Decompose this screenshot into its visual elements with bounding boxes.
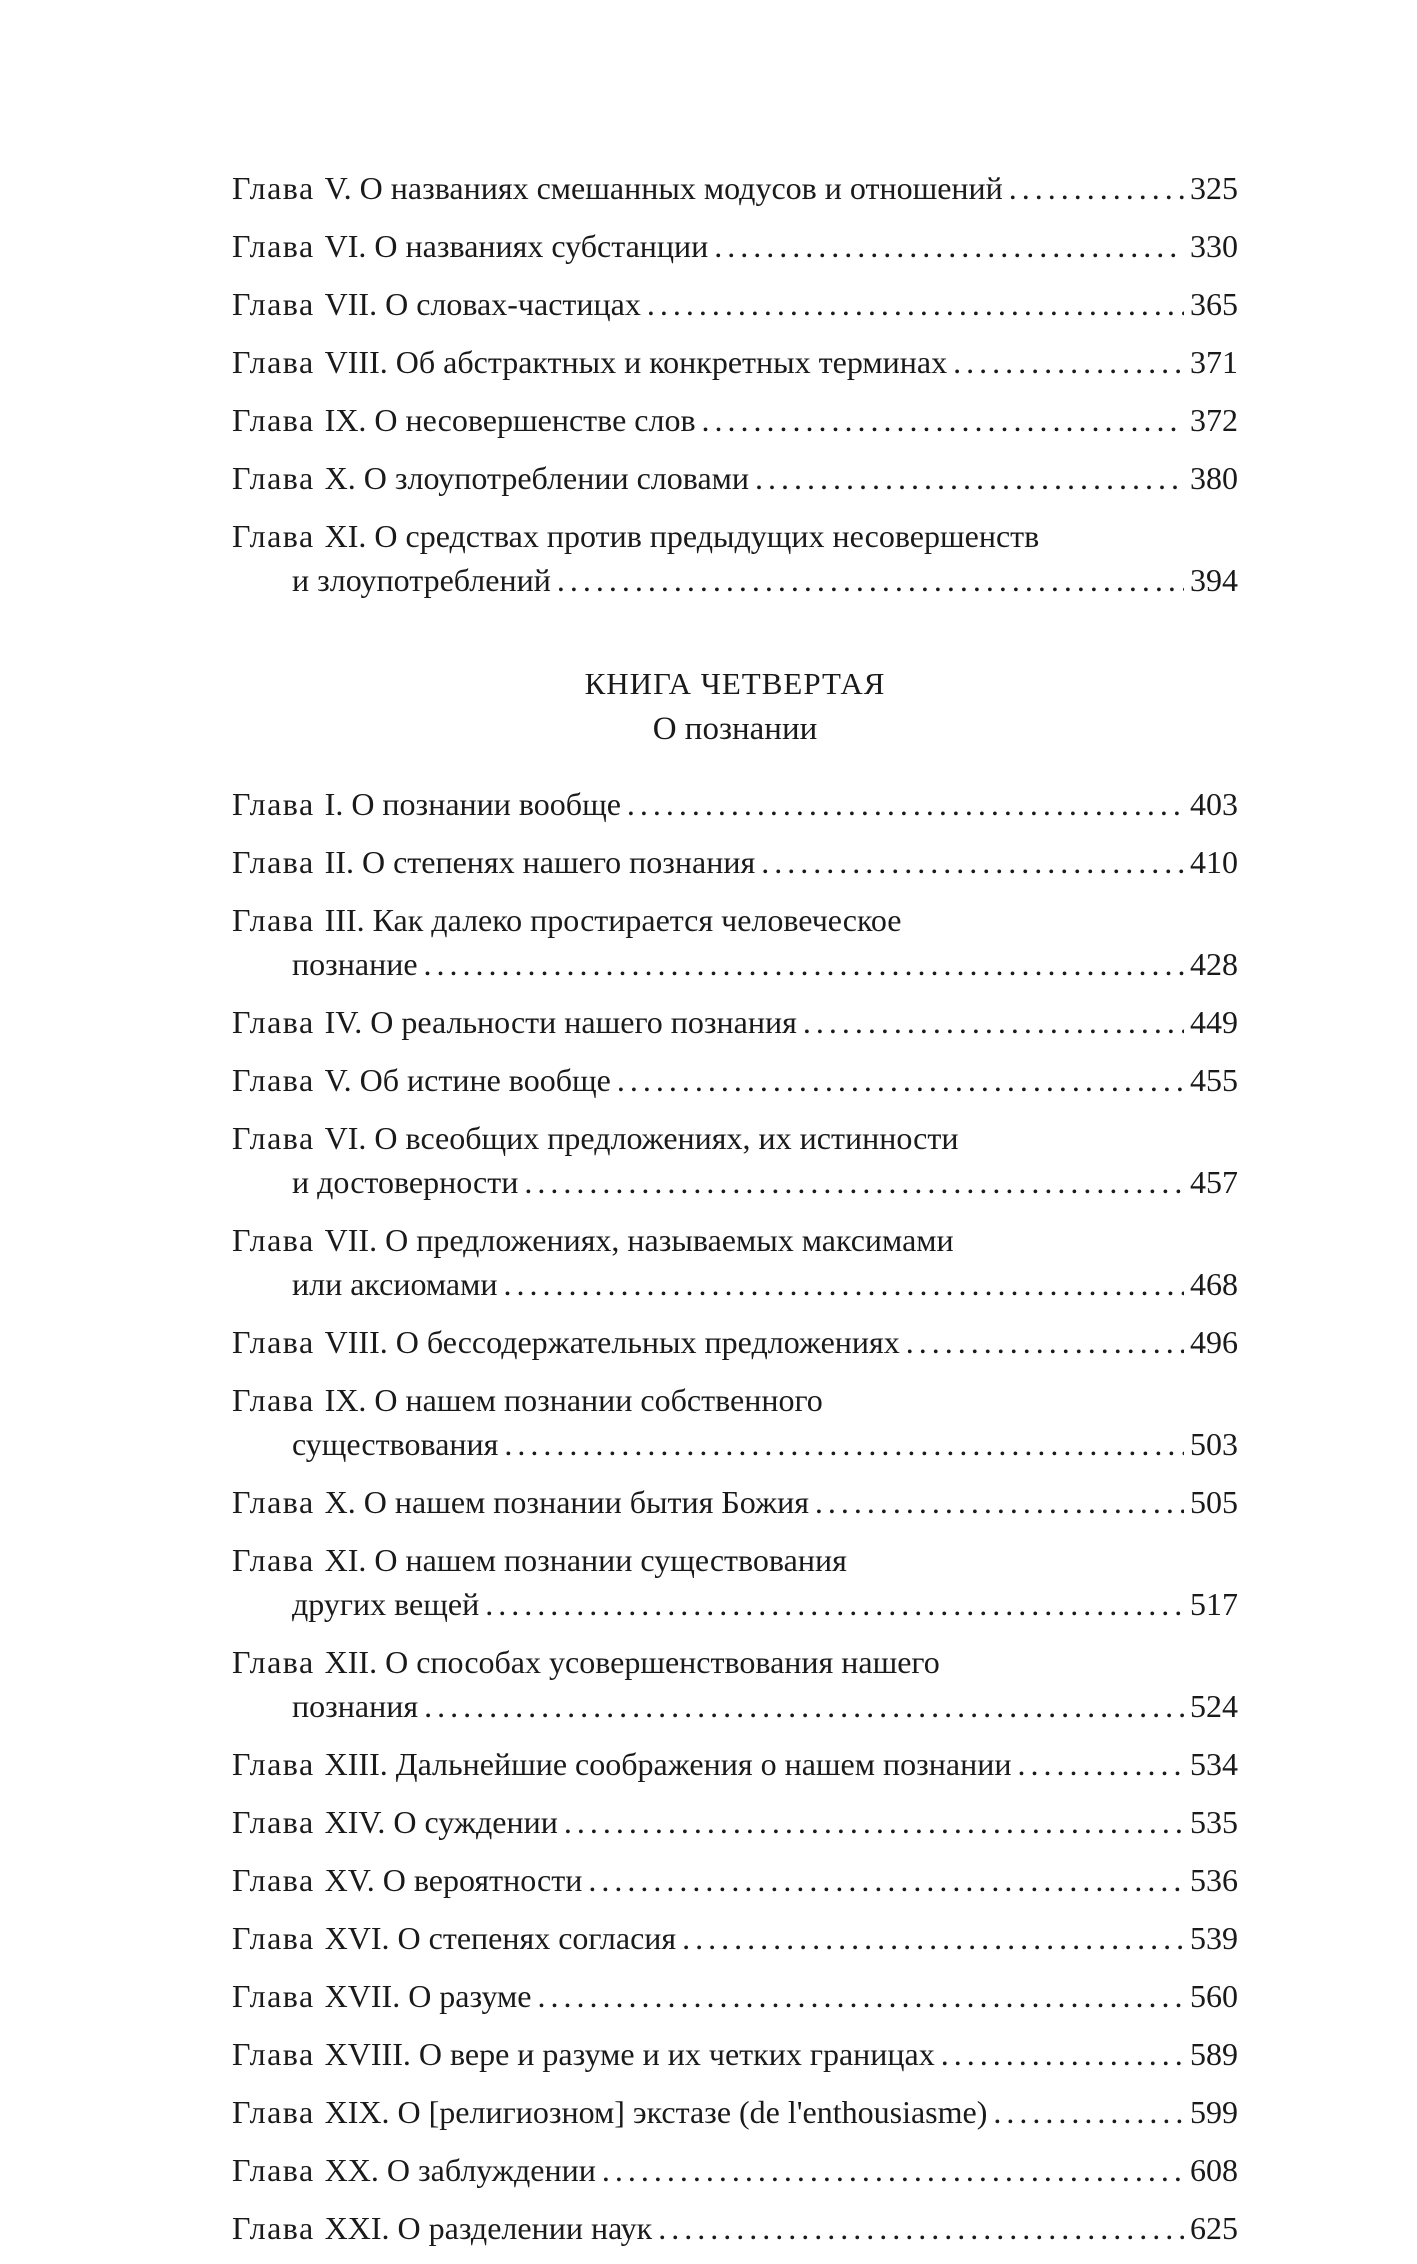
chapter-title: Как далеко простирается человеческое bbox=[372, 902, 902, 938]
table-of-contents bbox=[232, 166, 1238, 2264]
chapter-title: О разуме bbox=[408, 1978, 532, 2014]
chapter-number: XXI. bbox=[324, 2210, 390, 2246]
page-number: 394 bbox=[1190, 562, 1238, 598]
page-number: 517 bbox=[1190, 1586, 1238, 1622]
dot-leader bbox=[617, 1058, 1184, 1102]
toc-line bbox=[232, 1916, 1238, 1960]
chapter-title: О предложениях, называемых максимами bbox=[385, 1222, 954, 1258]
dot-leader bbox=[906, 1320, 1184, 1364]
chapter-number: X. bbox=[324, 460, 356, 496]
toc-entry bbox=[232, 282, 1238, 326]
toc-line bbox=[232, 1116, 1238, 1160]
dot-leader bbox=[504, 1262, 1185, 1306]
chapter-label: Глава bbox=[232, 286, 315, 322]
dot-leader bbox=[682, 1916, 1184, 1960]
chapter-label: Глава bbox=[232, 1542, 315, 1578]
dot-leader bbox=[1009, 166, 1184, 210]
toc-line bbox=[232, 1974, 1238, 2018]
chapter-label: Глава bbox=[232, 170, 315, 206]
page-number: 468 bbox=[1190, 1266, 1238, 1302]
toc-line bbox=[232, 1742, 1238, 1786]
page-number: 625 bbox=[1190, 2210, 1238, 2246]
chapter-title: Об абстрактных и конкретных терминах bbox=[395, 344, 948, 380]
chapter-number: VI. bbox=[324, 1120, 367, 1156]
toc-entry bbox=[232, 2206, 1238, 2250]
chapter-label: Глава bbox=[232, 786, 315, 822]
toc-line bbox=[232, 898, 1238, 942]
chapter-title: познания bbox=[292, 1688, 419, 1724]
page-number: 534 bbox=[1190, 1746, 1238, 1782]
page-number: 325 bbox=[1190, 170, 1238, 206]
toc-entry bbox=[232, 224, 1238, 268]
page-number: 428 bbox=[1190, 946, 1238, 982]
page-number: 524 bbox=[1190, 1688, 1238, 1724]
toc-line bbox=[232, 840, 1238, 884]
toc-line bbox=[232, 1000, 1238, 1044]
toc-line bbox=[232, 340, 1238, 384]
toc-entry bbox=[232, 398, 1238, 442]
chapter-number: VIII. bbox=[324, 1324, 388, 1360]
dot-leader bbox=[993, 2090, 1184, 2134]
dot-leader bbox=[658, 2206, 1184, 2250]
toc-entry bbox=[232, 1320, 1238, 1364]
chapter-label: Глава bbox=[232, 1222, 315, 1258]
toc-entry bbox=[232, 1000, 1238, 1044]
book4-subtitle: О познании bbox=[652, 711, 818, 747]
chapter-label: Глава bbox=[232, 1920, 315, 1956]
chapter-number: XIII. bbox=[324, 1746, 388, 1782]
chapter-number: III. bbox=[324, 902, 365, 938]
chapter-label: Глава bbox=[232, 2152, 315, 2188]
toc-line bbox=[232, 1218, 1238, 1262]
page-number: 449 bbox=[1190, 1004, 1238, 1040]
chapter-title: О познании вообще bbox=[351, 786, 621, 822]
chapter-number: VII. bbox=[324, 286, 378, 322]
book4-chapter-list bbox=[232, 782, 1238, 2250]
chapter-label: Глава bbox=[232, 1324, 315, 1360]
page-number: 539 bbox=[1190, 1920, 1238, 1956]
toc-line bbox=[232, 2032, 1238, 2076]
chapter-label: Глава bbox=[232, 1484, 315, 1520]
page-number: 535 bbox=[1190, 1804, 1238, 1840]
toc-line bbox=[232, 398, 1238, 442]
chapter-title: О нашем познании собственного bbox=[374, 1382, 823, 1418]
dot-leader bbox=[647, 282, 1184, 326]
toc-line bbox=[232, 1582, 1238, 1626]
toc-line bbox=[232, 782, 1238, 826]
chapter-number: XVII. bbox=[324, 1978, 401, 2014]
chapter-title: О заблуждении bbox=[386, 2152, 596, 2188]
chapter-title: О суждении bbox=[393, 1804, 558, 1840]
page-number: 330 bbox=[1190, 228, 1238, 264]
chapter-label: Глава bbox=[232, 1746, 315, 1782]
chapter-number: XI. bbox=[324, 518, 367, 554]
chapter-label: Глава bbox=[232, 344, 315, 380]
chapter-title: существования bbox=[292, 1426, 499, 1462]
chapter-number: IX. bbox=[324, 1382, 367, 1418]
toc-entry bbox=[232, 2148, 1238, 2192]
dot-leader bbox=[588, 1858, 1184, 1902]
toc-line bbox=[232, 514, 1238, 558]
dot-leader bbox=[564, 1800, 1184, 1844]
toc-entry bbox=[232, 1378, 1238, 1466]
chapter-number: IV. bbox=[324, 1004, 363, 1040]
toc-entry bbox=[232, 1742, 1238, 1786]
toc-entry bbox=[232, 514, 1238, 602]
chapter-title: О бессодержательных предложениях bbox=[395, 1324, 900, 1360]
toc-entry bbox=[232, 1538, 1238, 1626]
toc-line bbox=[232, 558, 1238, 602]
chapter-title: О вероятности bbox=[382, 1862, 583, 1898]
toc-line bbox=[232, 456, 1238, 500]
toc-line bbox=[232, 224, 1238, 268]
chapter-title: О способах усовершенствования нашего bbox=[385, 1644, 940, 1680]
toc-entry bbox=[232, 166, 1238, 210]
page-number: 410 bbox=[1190, 844, 1238, 880]
toc-entry bbox=[232, 2032, 1238, 2076]
toc-entry bbox=[232, 1974, 1238, 2018]
page-number: 599 bbox=[1190, 2094, 1238, 2130]
toc-line bbox=[232, 1640, 1238, 1684]
chapter-number: VII. bbox=[324, 1222, 378, 1258]
chapter-label: Глава bbox=[232, 402, 315, 438]
toc-entry bbox=[232, 1058, 1238, 1102]
chapter-label: Глава bbox=[232, 2036, 315, 2072]
chapter-title: О нашем познании бытия Божия bbox=[363, 1484, 809, 1520]
dot-leader bbox=[602, 2148, 1184, 2192]
toc-entry bbox=[232, 782, 1238, 826]
chapter-label: Глава bbox=[232, 1004, 315, 1040]
page-number: 536 bbox=[1190, 1862, 1238, 1898]
chapter-title: О названиях субстанции bbox=[374, 228, 709, 264]
dot-leader bbox=[953, 340, 1184, 384]
dot-leader bbox=[761, 840, 1184, 884]
chapter-title: О средствах против предыдущих несовершенств bbox=[374, 518, 1040, 554]
chapter-title: О реальности нашего познания bbox=[370, 1004, 797, 1040]
chapter-title: О разделении наук bbox=[397, 2210, 653, 2246]
chapter-label: Глава bbox=[232, 1382, 315, 1418]
toc-entry bbox=[232, 898, 1238, 986]
chapter-title: О нашем познании существования bbox=[374, 1542, 847, 1578]
chapter-label: Глава bbox=[232, 1120, 315, 1156]
chapter-number: XII. bbox=[324, 1644, 378, 1680]
toc-line bbox=[232, 1858, 1238, 1902]
dot-leader bbox=[1017, 1742, 1184, 1786]
chapter-title: познание bbox=[292, 946, 418, 982]
toc-line bbox=[232, 942, 1238, 986]
toc-line bbox=[232, 1422, 1238, 1466]
chapter-number: XVI. bbox=[324, 1920, 390, 1956]
dot-leader bbox=[504, 1422, 1184, 1466]
dot-leader bbox=[424, 942, 1184, 986]
chapter-title: или аксиомами bbox=[292, 1266, 498, 1302]
chapter-label: Глава bbox=[232, 518, 315, 554]
toc-line bbox=[232, 1538, 1238, 1582]
chapter-title: и злоупотреблений bbox=[292, 562, 551, 598]
toc-entry bbox=[232, 1858, 1238, 1902]
toc-entry bbox=[232, 1640, 1238, 1728]
page-number: 372 bbox=[1190, 402, 1238, 438]
page-number: 608 bbox=[1190, 2152, 1238, 2188]
page-number: 560 bbox=[1190, 1978, 1238, 2014]
toc-line bbox=[232, 2148, 1238, 2192]
dot-leader bbox=[538, 1974, 1185, 2018]
toc-line bbox=[232, 2090, 1238, 2134]
chapter-title: О всеобщих предложениях, их истинности bbox=[374, 1120, 959, 1156]
chapter-title: других вещей bbox=[292, 1586, 480, 1622]
toc-entry bbox=[232, 1480, 1238, 1524]
toc-line bbox=[232, 1800, 1238, 1844]
chapter-number: XVIII. bbox=[324, 2036, 411, 2072]
book4-heading: КНИГА ЧЕТВЕРТАЯ bbox=[584, 666, 886, 701]
chapter-label: Глава bbox=[232, 844, 315, 880]
page-number: 380 bbox=[1190, 460, 1238, 496]
chapter-title: О вере и разуме и их четких границах bbox=[418, 2036, 935, 2072]
chapter-number: I. bbox=[324, 786, 344, 822]
toc-line bbox=[232, 1378, 1238, 1422]
chapter-number: XX. bbox=[324, 2152, 379, 2188]
chapter-label: Глава bbox=[232, 1062, 315, 1098]
chapter-title: О словах-частицах bbox=[385, 286, 641, 322]
chapter-label: Глава bbox=[232, 2210, 315, 2246]
chapter-title: Об истине вообще bbox=[359, 1062, 611, 1098]
toc-entry bbox=[232, 2090, 1238, 2134]
chapter-title: и достоверности bbox=[292, 1164, 519, 1200]
chapter-label: Глава bbox=[232, 228, 315, 264]
toc-line bbox=[232, 1320, 1238, 1364]
dot-leader bbox=[424, 1684, 1184, 1728]
dot-leader bbox=[557, 558, 1184, 602]
toc-line bbox=[232, 166, 1238, 210]
toc-line bbox=[232, 1684, 1238, 1728]
dot-leader bbox=[524, 1160, 1184, 1204]
toc-entry bbox=[232, 1218, 1238, 1306]
toc-line bbox=[232, 282, 1238, 326]
chapter-number: XIX. bbox=[324, 2094, 390, 2130]
toc-entry bbox=[232, 1916, 1238, 1960]
page-number: 371 bbox=[1190, 344, 1238, 380]
chapter-number: VI. bbox=[324, 228, 367, 264]
page-number: 403 bbox=[1190, 786, 1238, 822]
toc-line bbox=[232, 1262, 1238, 1306]
chapter-label: Глава bbox=[232, 1644, 315, 1680]
chapter-label: Глава bbox=[232, 1862, 315, 1898]
chapter-number: XI. bbox=[324, 1542, 367, 1578]
dot-leader bbox=[627, 782, 1184, 826]
chapter-number: X. bbox=[324, 1484, 356, 1520]
toc-entry bbox=[232, 1116, 1238, 1204]
dot-leader bbox=[714, 224, 1184, 268]
chapter-number: XIV. bbox=[324, 1804, 386, 1840]
toc-line bbox=[232, 1160, 1238, 1204]
chapter-title: О степенях нашего познания bbox=[361, 844, 756, 880]
page-number: 455 bbox=[1190, 1062, 1238, 1098]
page-number: 505 bbox=[1190, 1484, 1238, 1520]
chapter-label: Глава bbox=[232, 1978, 315, 2014]
chapter-title: О [религиозном] экстазе (de l'enthousiasme) bbox=[397, 2094, 988, 2130]
toc-line bbox=[232, 1058, 1238, 1102]
chapter-number: VIII. bbox=[324, 344, 388, 380]
page-number: 589 bbox=[1190, 2036, 1238, 2072]
chapter-number: V. bbox=[324, 170, 352, 206]
chapter-title: О названиях смешанных модусов и отношений bbox=[359, 170, 1003, 206]
chapter-number: II. bbox=[324, 844, 354, 880]
toc-entry bbox=[232, 456, 1238, 500]
page-number: 503 bbox=[1190, 1426, 1238, 1462]
dot-leader bbox=[485, 1582, 1184, 1626]
dot-leader bbox=[702, 398, 1184, 442]
chapter-title: О несовершенстве слов bbox=[374, 402, 696, 438]
book3-chapter-list bbox=[232, 166, 1238, 602]
toc-entry bbox=[232, 1800, 1238, 1844]
dot-leader bbox=[803, 1000, 1184, 1044]
chapter-number: V. bbox=[324, 1062, 352, 1098]
chapter-label: Глава bbox=[232, 460, 315, 496]
toc-entry bbox=[232, 340, 1238, 384]
chapter-label: Глава bbox=[232, 2094, 315, 2130]
chapter-number: XV. bbox=[324, 1862, 375, 1898]
book4-section-header bbox=[232, 662, 1238, 752]
chapter-title: О степенях согласия bbox=[397, 1920, 677, 1956]
toc-line bbox=[232, 1480, 1238, 1524]
chapter-title: Дальнейшие соображения о нашем познании bbox=[395, 1746, 1012, 1782]
dot-leader bbox=[755, 456, 1184, 500]
toc-line bbox=[232, 2206, 1238, 2250]
dot-leader bbox=[815, 1480, 1184, 1524]
dot-leader bbox=[941, 2032, 1184, 2076]
page-number: 365 bbox=[1190, 286, 1238, 322]
chapter-label: Глава bbox=[232, 902, 315, 938]
page-number: 496 bbox=[1190, 1324, 1238, 1360]
chapter-label: Глава bbox=[232, 1804, 315, 1840]
chapter-title: О злоупотреблении словами bbox=[363, 460, 750, 496]
toc-entry bbox=[232, 840, 1238, 884]
page-number: 457 bbox=[1190, 1164, 1238, 1200]
chapter-number: IX. bbox=[324, 402, 367, 438]
